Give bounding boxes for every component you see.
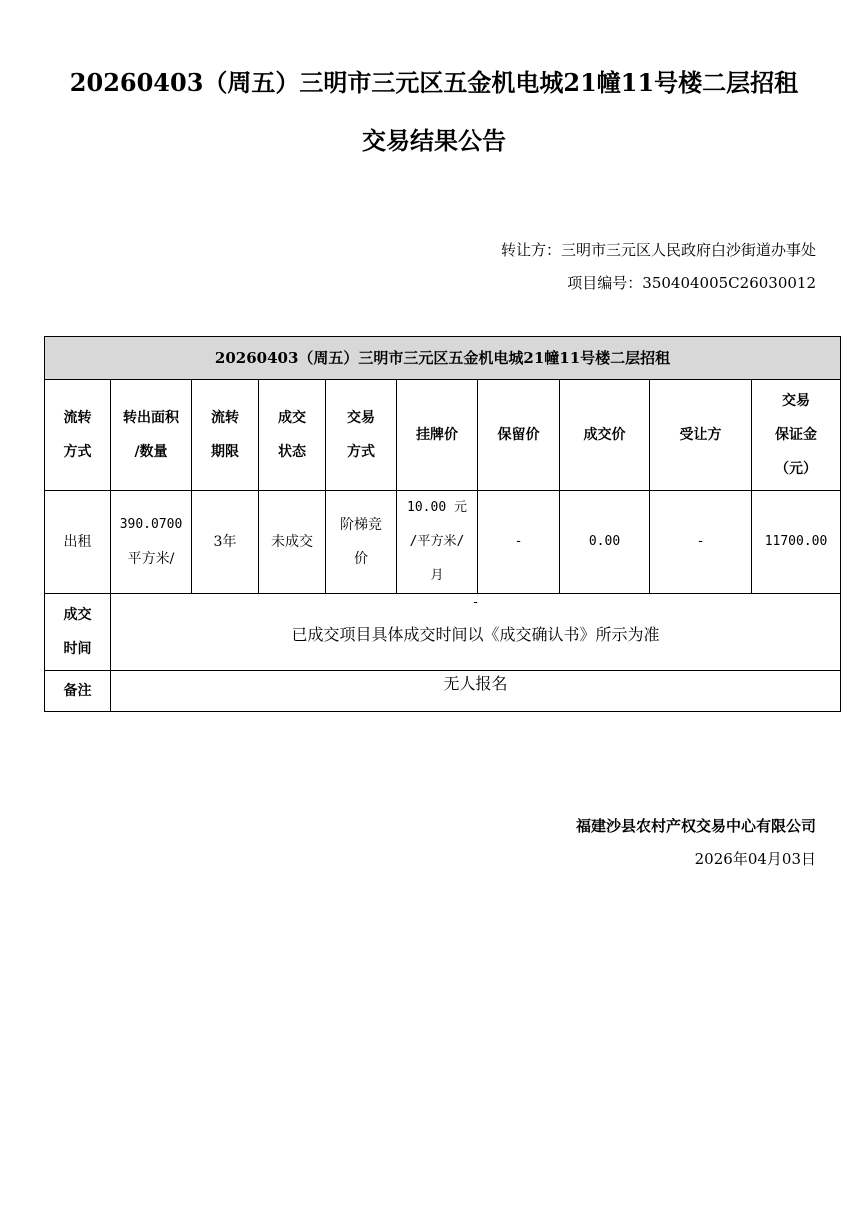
- issue-date: 2026年04月03日: [694, 850, 816, 868]
- cell-reserve-price: -: [478, 491, 560, 594]
- cell-method: 出租: [45, 491, 111, 594]
- header-term: 流转 期限: [192, 380, 259, 491]
- deal-time-row: [45, 594, 841, 671]
- cell-deposit: 11700.00: [752, 491, 841, 594]
- table-row: [45, 491, 841, 594]
- table-header-row: [45, 380, 841, 491]
- cell-transferee: -: [650, 491, 752, 594]
- remark-label: 备注: [45, 671, 111, 712]
- cell-trade-mode: 阶梯竞 价: [326, 491, 397, 594]
- cell-deal-price: 0.00: [560, 491, 650, 594]
- project-number: 项目编号：350404005C26030012: [567, 274, 816, 292]
- cell-list-price: 10.00 元 /平方米/ 月: [397, 491, 478, 594]
- cell-term: 3年: [192, 491, 259, 594]
- header-method: 流转 方式: [45, 380, 111, 491]
- transferor: 转让方：三明市三元区人民政府白沙街道办事处: [500, 241, 816, 259]
- header-status: 成交 状态: [259, 380, 326, 491]
- deal-time-value: -: [473, 595, 478, 610]
- header-list-price: 挂牌价: [397, 380, 478, 491]
- header-transferee: 受让方: [650, 380, 752, 491]
- header-deposit: 交易 保证金 （元）: [752, 380, 841, 491]
- header-deal-price: 成交价: [560, 380, 650, 491]
- header-area: 转出面积 /数量: [111, 380, 192, 491]
- issuer-organization: 福建沙县农村产权交易中心有限公司: [575, 817, 816, 835]
- cell-area: 390.0700 平方米/: [111, 491, 192, 594]
- deal-time-label: 成交 时间: [45, 594, 111, 671]
- header-reserve-price: 保留价: [478, 380, 560, 491]
- page-title-line2: 交易结果公告: [362, 126, 506, 155]
- deal-time-note: 已成交项目具体成交时间以《成交确认书》所示为准: [291, 625, 660, 644]
- remark-value: 无人报名: [443, 674, 508, 693]
- page-title-line1: 20260403（周五）三明市三元区五金机电城21幢11号楼二层招租: [69, 68, 799, 97]
- header-trade-mode: 交易 方式: [326, 380, 397, 491]
- result-table: [44, 336, 841, 712]
- table-caption: 20260403（周五）三明市三元区五金机电城21幢11号楼二层招租: [45, 337, 841, 380]
- cell-status: 未成交: [259, 491, 326, 594]
- remark-row: [45, 671, 841, 712]
